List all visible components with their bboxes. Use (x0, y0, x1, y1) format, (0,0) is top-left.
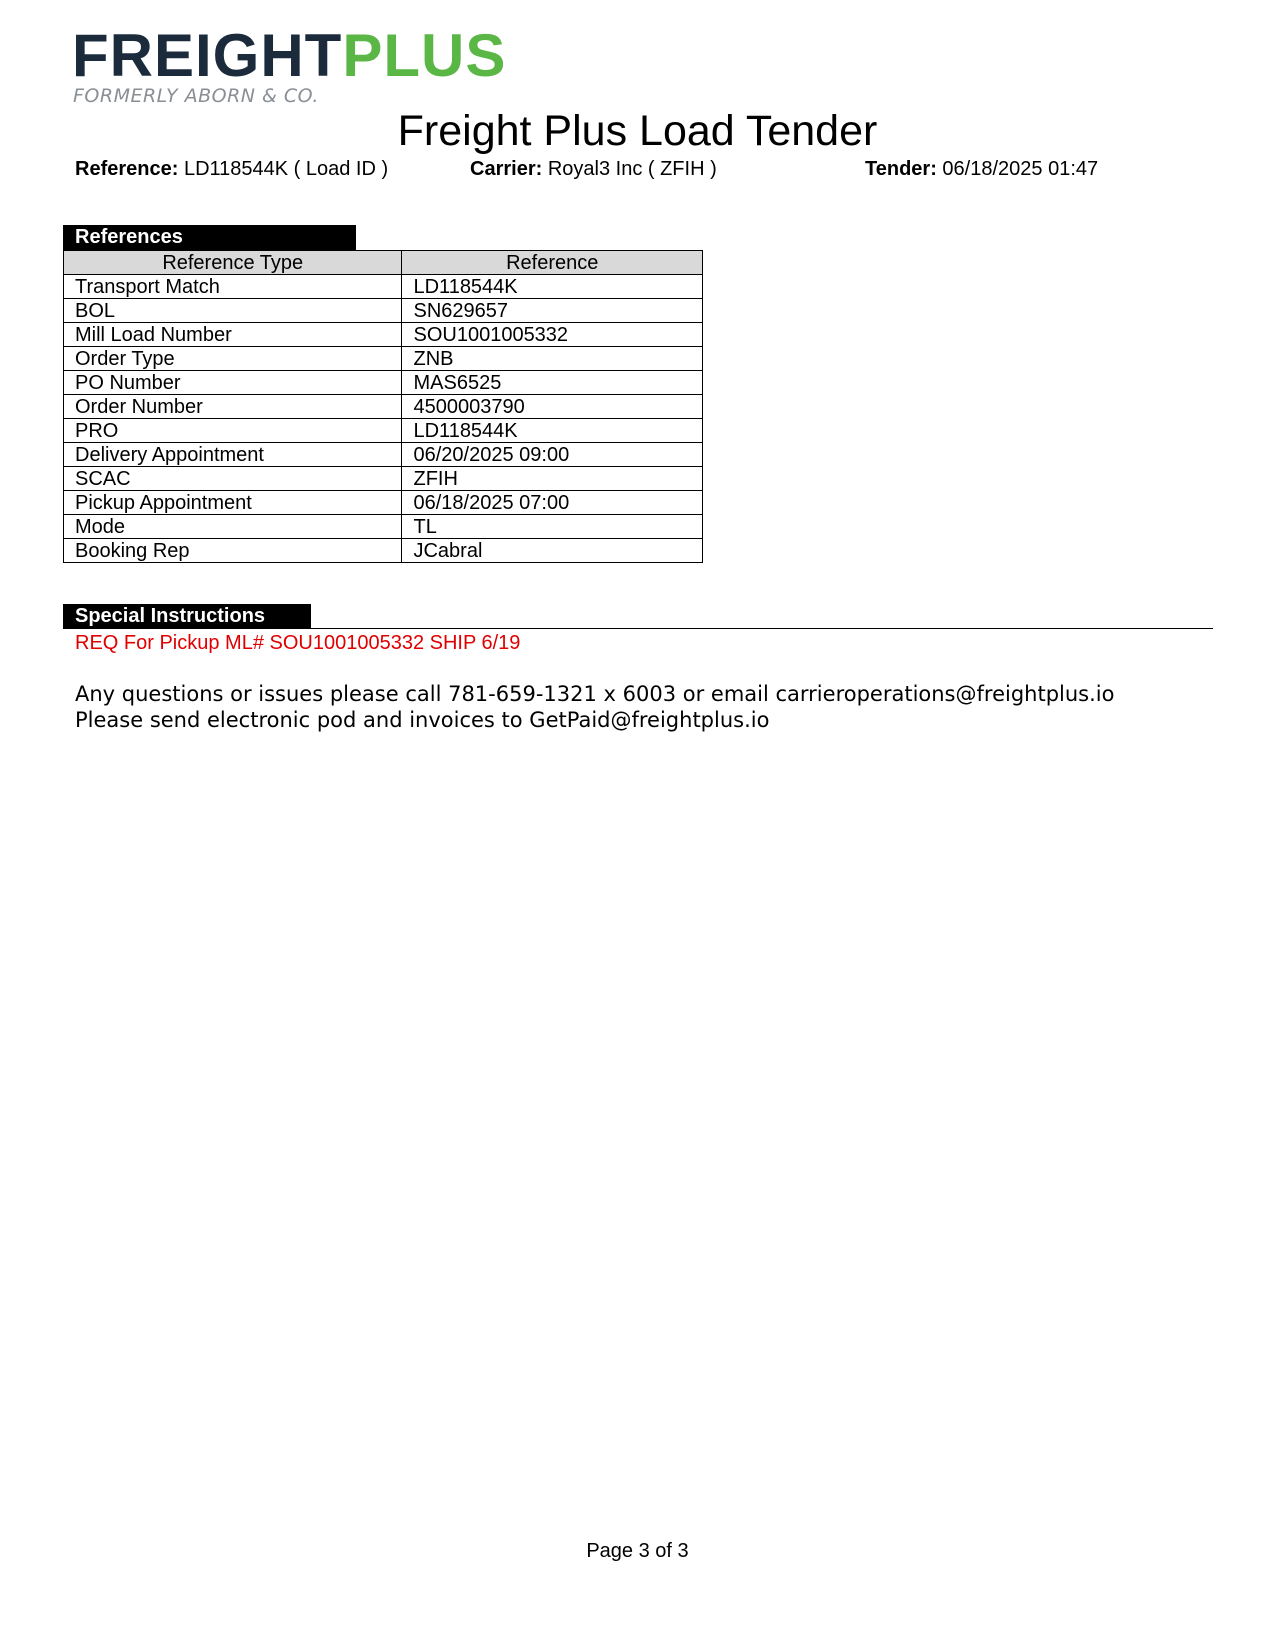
contact-info (75, 681, 1114, 733)
table-row (64, 371, 703, 395)
special-instructions-divider (63, 628, 1213, 629)
reference-value-cell: JCabral (402, 539, 703, 563)
meta-carrier-value: Royal3 Inc ( ZFIH ) (547, 158, 717, 180)
reference-type-cell: Mode (64, 515, 402, 539)
reference-type-cell: Order Type (64, 347, 402, 371)
table-row (64, 515, 703, 539)
meta-tender-value: 06/18/2025 01:47 (942, 158, 1099, 180)
references-table (63, 250, 703, 563)
page-number: Page 3 of 3 (586, 1540, 689, 1562)
table-row (64, 467, 703, 491)
table-row (64, 323, 703, 347)
reference-type-cell: Delivery Appointment (64, 443, 402, 467)
reference-type-cell: Booking Rep (64, 539, 402, 563)
reference-type-cell: Mill Load Number (64, 323, 402, 347)
meta-reference-label: Reference: (75, 158, 179, 180)
reference-value-cell: 06/20/2025 09:00 (402, 443, 703, 467)
document-title: Freight Plus Load Tender (397, 107, 878, 155)
contact-line-questions: Any questions or issues please call 781-659-1321 x 6003 or email carrieroperations@freightplus.io (75, 682, 1115, 706)
freightplus-logo (72, 22, 507, 114)
table-row (64, 275, 703, 299)
logo-tagline: FORMERLY ABORN & CO. (73, 85, 319, 107)
table-row (64, 347, 703, 371)
reference-value-cell: SOU1001005332 (402, 323, 703, 347)
column-header-reference-type: Reference Type (64, 251, 402, 275)
logo-word-freight: FREIGHT (72, 22, 343, 89)
reference-type-cell: Transport Match (64, 275, 402, 299)
table-row (64, 395, 703, 419)
references-header-row (64, 251, 703, 275)
column-header-reference: Reference (402, 251, 703, 275)
meta-reference (75, 156, 388, 182)
reference-type-cell: PO Number (64, 371, 402, 395)
reference-value-cell: SN629657 (402, 299, 703, 323)
table-row (64, 539, 703, 563)
table-row (64, 443, 703, 467)
reference-value-cell: 4500003790 (402, 395, 703, 419)
meta-tender-label: Tender: (865, 158, 937, 180)
contact-line-invoices: Please send electronic pod and invoices to GetPaid@freightplus.io (75, 708, 770, 732)
reference-value-cell: 06/18/2025 07:00 (402, 491, 703, 515)
reference-type-cell: Pickup Appointment (64, 491, 402, 515)
reference-value-cell: TL (402, 515, 703, 539)
meta-carrier-label: Carrier: (470, 158, 543, 180)
reference-value-cell: MAS6525 (402, 371, 703, 395)
reference-value-cell: ZFIH (402, 467, 703, 491)
references-section-header: References (63, 225, 356, 250)
table-row (64, 419, 703, 443)
table-row (64, 491, 703, 515)
reference-type-cell: SCAC (64, 467, 402, 491)
reference-value-cell: LD118544K (402, 419, 703, 443)
meta-reference-value: LD118544K ( Load ID ) (183, 158, 389, 180)
reference-type-cell: BOL (64, 299, 402, 323)
reference-type-cell: PRO (64, 419, 402, 443)
reference-type-cell: Order Number (64, 395, 402, 419)
meta-carrier (470, 156, 717, 182)
reference-value-cell: LD118544K (402, 275, 703, 299)
special-instructions-section-header: Special Instructions (63, 604, 311, 629)
logo-word-plus: PLUS (342, 22, 507, 89)
logo-wordmark (72, 24, 506, 88)
table-row (64, 299, 703, 323)
meta-tender (865, 156, 1098, 182)
reference-value-cell: ZNB (402, 347, 703, 371)
special-instructions-text: REQ For Pickup ML# SOU1001005332 SHIP 6/19 (75, 632, 521, 654)
